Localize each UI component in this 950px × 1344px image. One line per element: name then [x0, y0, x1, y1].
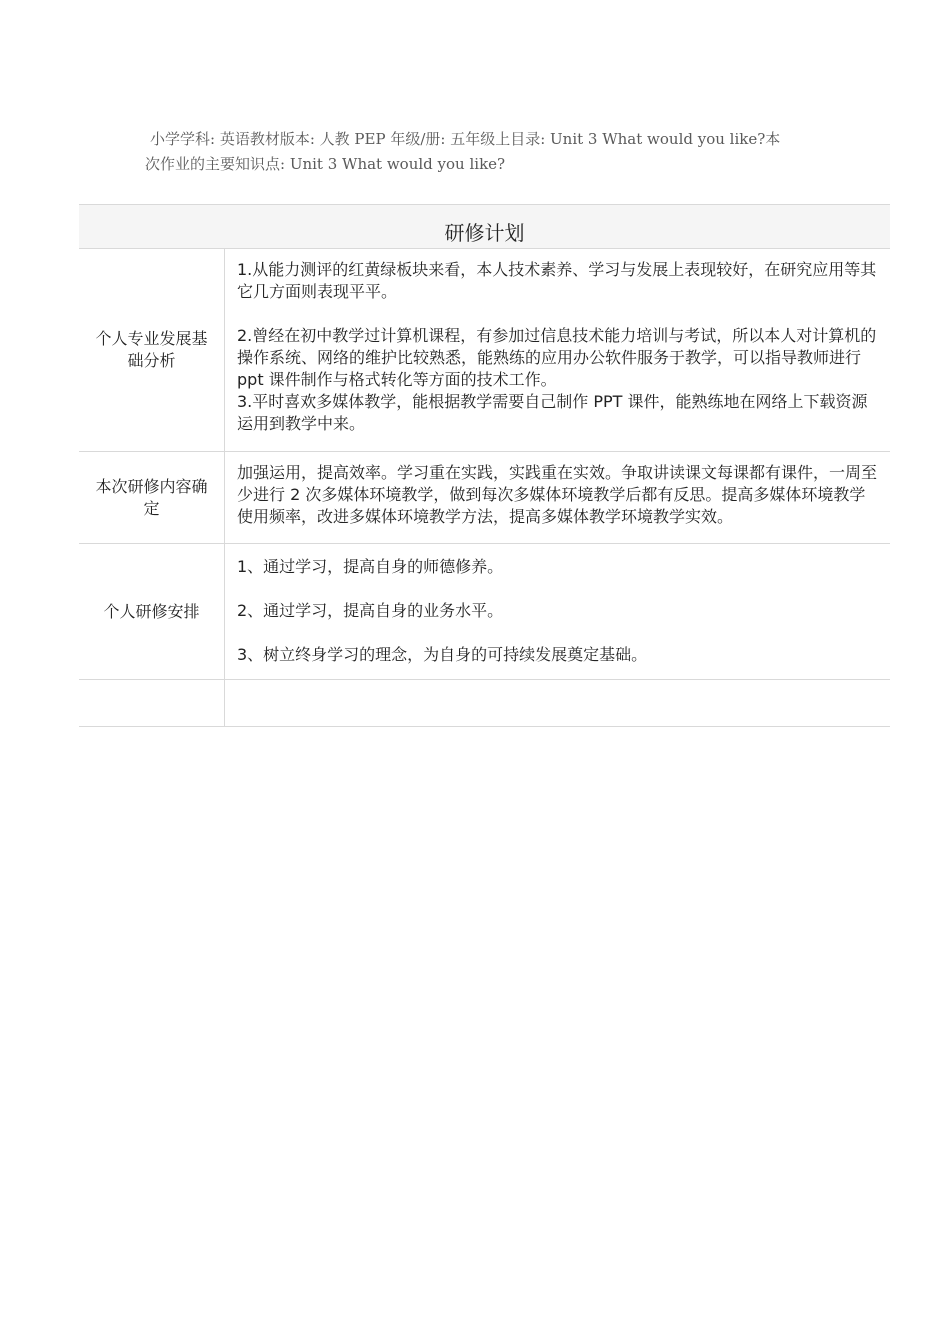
paragraph: 加强运用，提高效率。学习重在实践，实践重在实效。争取讲读课文每课都有课件，一周至少进行 2 次多媒体环境教学，做到每次多媒体环境教学后都有反思。提高多媒体环境教学使用频率，改进多媒体环境教学方法，提高多媒体教学环境教学实效。: [237, 463, 878, 526]
paragraph: 3.平时喜欢多媒体教学，能根据教学需要自己制作 PPT 课件，能熟练地在网络上下载资源运用到教学中来。: [237, 392, 868, 433]
header-line-1: 小学学科: 英语教材版本: 人教 PEP 年级/册: 五年级上目录: Unit 3 What would you like?本: [150, 130, 781, 148]
row-label: 个人专业发展基础分析: [79, 249, 225, 451]
row-content: [225, 249, 890, 451]
table-row-study-content: [79, 452, 890, 544]
row-content: [225, 544, 890, 679]
paragraph: 3、树立终身学习的理念，为自身的可持续发展奠定基础。: [237, 645, 648, 664]
table-row-basis-analysis: [79, 249, 890, 452]
header-line-2: 次作业的主要知识点: Unit 3 What would you like?: [145, 155, 506, 173]
row-label: [79, 680, 225, 726]
row-content: [225, 680, 890, 726]
table-row-empty: [79, 680, 890, 727]
row-label: 个人研修安排: [79, 544, 225, 679]
paragraph: 1.从能力测评的红黄绿板块来看，本人技术素养、学习与发展上表现较好，在研究应用等其它几方面则表现平平。: [237, 260, 877, 301]
row-content: [225, 452, 890, 543]
table-row-study-arrangement: [79, 544, 890, 680]
row-label: 本次研修内容确定: [79, 452, 225, 543]
document-header: [145, 127, 815, 177]
paragraph: 2、通过学习，提高自身的业务水平。: [237, 601, 504, 620]
table-title-row: [79, 205, 890, 249]
study-plan-table: [79, 204, 890, 727]
paragraph: 2.曾经在初中教学过计算机课程，有参加过信息技术能力培训与考试，所以本人对计算机的操作系统、网络的维护比较熟悉，能熟练的应用办公软件服务于教学，可以指导教师进行 ppt 课件制作与格式转化等方面的技术工作。: [237, 326, 877, 389]
paragraph: 1、通过学习，提高自身的师德修养。: [237, 557, 504, 576]
table-title: 研修计划: [444, 221, 525, 245]
